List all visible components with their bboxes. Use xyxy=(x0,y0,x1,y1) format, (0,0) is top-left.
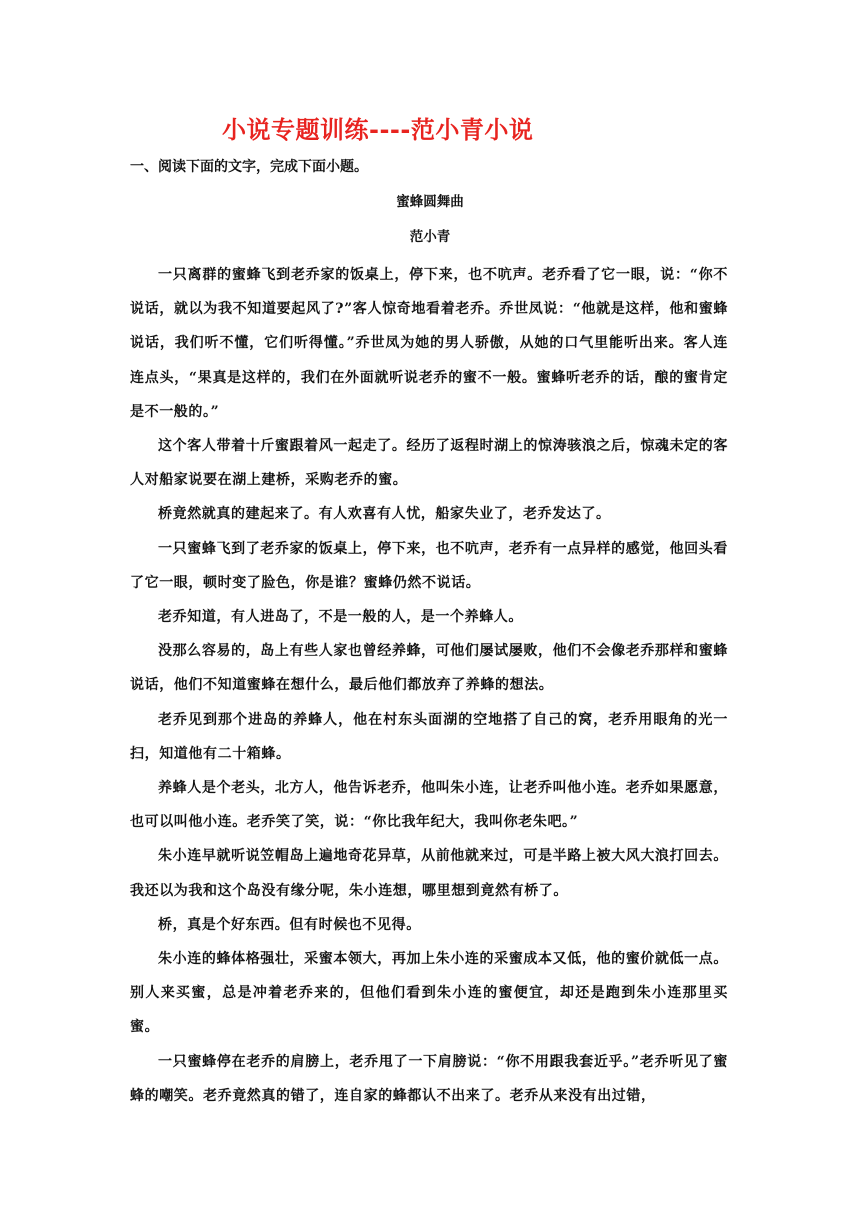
story-title: 蜜蜂圆舞曲 xyxy=(396,194,464,210)
story-paragraph: 一只离群的蜜蜂飞到老乔家的饭桌上，停下来，也不吭声。老乔看了它一眼，说：“你不说话，就以为我不知道要起风了?”客人惊奇地看着老乔。乔世凤说：“他就是这样，他和蜜蜂说话，我们听不懂，它们听得懂。”乔世凤为她的男人骄傲，从她的口气里能听出来。客人连连点头，“果真是这样的，我们在外面就听说老乔的蜜不一般。蜜蜂听老乔的话，酿的蜜肯定是不一般的。” xyxy=(130,267,728,420)
question-instruction: 一、阅读下面的文字，完成下面小题。 xyxy=(130,159,368,175)
story-author: 范小青 xyxy=(409,229,451,245)
story-paragraph: 朱小连的蜂体格强壮，采蜜本领大，再加上朱小连的采蜜成本又低，他的蜜价就低一点。别人来买蜜，总是冲着老乔来的，但他们看到朱小连的蜜便宜，却还是跑到朱小连那里买蜜。 xyxy=(130,951,728,1036)
story-paragraph: 老乔见到那个进岛的养蜂人，他在村东头面湖的空地搭了自己的窝，老乔用眼角的光一扫，知道他有二十箱蜂。 xyxy=(130,711,728,762)
story-paragraph: 桥，真是个好东西。但有时候也不见得。 xyxy=(158,916,421,933)
story-paragraph: 老乔知道，有人进岛了，不是一般的人，是一个养蜂人。 xyxy=(158,609,523,626)
story-paragraph: 朱小连早就听说笠帽岛上遍地奇花异草，从前他就来过，可是半路上被大风大浪打回去。我还以为我和这个岛没有缘分呢，朱小连想，哪里想到竟然有桥了。 xyxy=(130,848,728,899)
story-paragraph: 一只蜜蜂飞到了老乔家的饭桌上，停下来，也不吭声，老乔有一点异样的感觉，他回头看了它一眼，顿时变了脸色，你是谁？蜜蜂仍然不说话。 xyxy=(130,540,728,591)
story-paragraph: 这个客人带着十斤蜜跟着风一起走了。经历了返程时湖上的惊涛骇浪之后，惊魂未定的客人对船家说要在湖上建桥，采购老乔的蜜。 xyxy=(130,438,728,489)
story-paragraph: 没那么容易的，岛上有些人家也曾经养蜂，可他们屡试屡败，他们不会像老乔那样和蜜蜂说话，他们不知道蜜蜂在想什么，最后他们都放弃了养蜂的想法。 xyxy=(130,643,728,694)
story-paragraph: 一只蜜蜂停在老乔的肩膀上，老乔甩了一下肩膀说：“你不用跟我套近乎。”老乔听见了蜜蜂的嘲笑。老乔竟然真的错了，连自家的蜂都认不出来了。老乔从来没有出过错， xyxy=(130,1053,728,1104)
story-paragraph: 养蜂人是个老头，北方人，他告诉老乔，他叫朱小连，让老乔叫他小连。老乔如果愿意，也可以叫他小连。老乔笑了笑，说：“你比我年纪大，我叫你老朱吧。” xyxy=(130,780,728,831)
story-paragraph: 桥竟然就真的建起来了。有人欢喜有人忧，船家失业了，老乔发达了。 xyxy=(158,506,611,523)
story-body xyxy=(130,258,728,1113)
document-title: 小说专题训练----范小青小说 xyxy=(222,116,534,144)
